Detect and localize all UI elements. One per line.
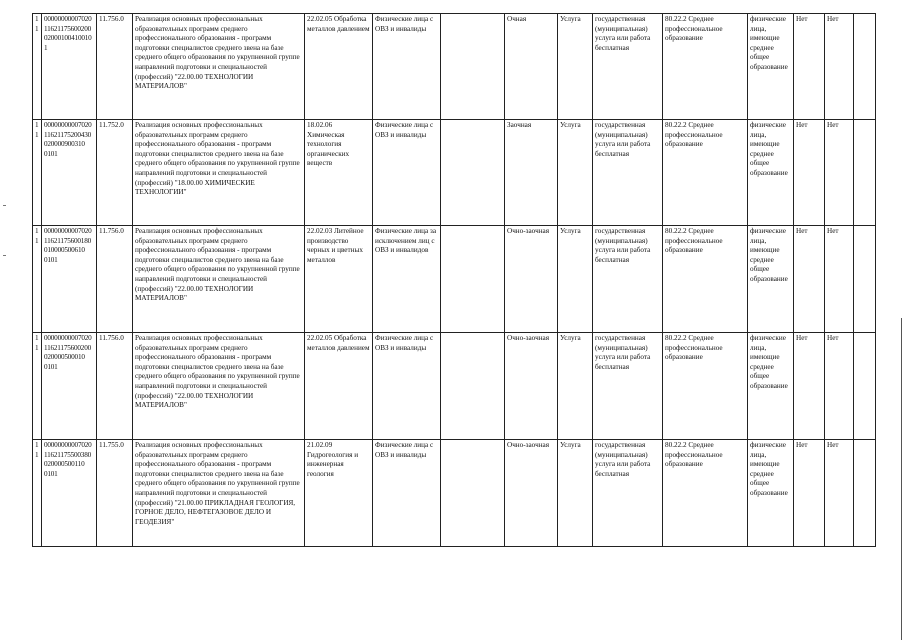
empty-cell xyxy=(854,333,876,440)
consumers: физические лица, имеющие среднее общее образование xyxy=(748,333,794,440)
scan-artifact xyxy=(3,205,6,206)
empty-cell xyxy=(854,226,876,333)
service-kind: государственная (муниципальная) услуга или работа бесплатная xyxy=(593,226,663,333)
registry-code: 0000000000702011621175200430020000900310 0101 xyxy=(42,120,97,226)
service-ratio: 11.752.0 xyxy=(97,120,133,226)
education-form: Очно-заочная xyxy=(505,333,558,440)
consumer-category: Физические лица с ОВЗ и инвалиды xyxy=(373,120,441,226)
consumer-category: Физические лица за исключением лиц с ОВЗ и инвалидов xyxy=(373,226,441,333)
row-number: 11 xyxy=(33,440,42,547)
flag-1: Нет xyxy=(794,440,825,547)
specialty: 18.02.06 Химическая технология органических веществ xyxy=(305,120,373,226)
consumers: физические лица, имеющие среднее общее образование xyxy=(748,440,794,547)
service-description: Реализация основных профессиональных образовательных программ среднего профессионального образования - программ подготовки специалистов среднего звена на базе среднего общего образования по укрупненной группе направлений подготовки и специальностей (профессий) "22.00.00 ТЕХНОЛОГИИ МАТЕРИАЛОВ" xyxy=(133,14,305,120)
consumers: физические лица, имеющие среднее общее образование xyxy=(748,14,794,120)
flag-2: Нет xyxy=(825,226,854,333)
row-number: 11 xyxy=(33,226,42,333)
scan-artifact xyxy=(3,255,6,256)
empty-cell xyxy=(854,120,876,226)
flag-1: Нет xyxy=(794,226,825,333)
okved-code: 80.22.2 Среднее профессиональное образование xyxy=(663,226,748,333)
empty-cell xyxy=(854,440,876,547)
consumer-category: Физические лица с ОВЗ и инвалиды xyxy=(373,333,441,440)
consumer-category: Физические лица с ОВЗ и инвалиды xyxy=(373,14,441,120)
specialty: 22.02.05 Обработка металлов давлением xyxy=(305,333,373,440)
service-kind: государственная (муниципальная) услуга или работа бесплатная xyxy=(593,120,663,226)
service-description: Реализация основных профессиональных образовательных программ среднего профессионального образования - программ подготовки специалистов среднего звена на базе среднего общего образования по укрупненной группе направлений подготовки и специальностей (профессий) "22.00.00 ТЕХНОЛОГИИ МАТЕРИАЛОВ" xyxy=(133,226,305,333)
row-number: 11 xyxy=(33,120,42,226)
empty-cell xyxy=(441,120,505,226)
specialty: 21.02.09 Гидрогеология и инженерная геология xyxy=(305,440,373,547)
flag-1: Нет xyxy=(794,120,825,226)
education-form: Очно-заочная xyxy=(505,226,558,333)
scan-edge-line xyxy=(901,318,902,640)
table-row xyxy=(33,440,876,547)
registry-code: 0000000000702011621175600180010000500610 0101 xyxy=(42,226,97,333)
empty-cell xyxy=(441,14,505,120)
empty-cell xyxy=(441,226,505,333)
service-kind: государственная (муниципальная) услуга или работа бесплатная xyxy=(593,333,663,440)
table-row xyxy=(33,226,876,333)
row-number: 11 xyxy=(33,333,42,440)
education-form: Заочная xyxy=(505,120,558,226)
service-description: Реализация основных профессиональных образовательных программ среднего профессионального образования - программ подготовки специалистов среднего звена на базе среднего общего образования по укрупненной группе направлений подготовки и специальностей (профессий) "18.00.00 ХИМИЧЕСКИЕ ТЕХНОЛОГИИ" xyxy=(133,120,305,226)
registry-code: 0000000000702011621175500380020000500110 0101 xyxy=(42,440,97,547)
service-ratio: 11.756.0 xyxy=(97,333,133,440)
table-row xyxy=(33,333,876,440)
education-form: Очная xyxy=(505,14,558,120)
service-ratio: 11.755.0 xyxy=(97,440,133,547)
empty-cell xyxy=(441,333,505,440)
education-form: Очно-заочная xyxy=(505,440,558,547)
flag-2: Нет xyxy=(825,120,854,226)
service-type: Услуга xyxy=(558,120,593,226)
service-description: Реализация основных профессиональных образовательных программ среднего профессионального образования - программ подготовки специалистов среднего звена на базе среднего общего образования по укрупненной группе направлений подготовки и специальностей (профессий) "21.00.00 ПРИКЛАДНАЯ ГЕОЛОГИЯ, ГОРНОЕ ДЕЛО, НЕФТЕГАЗОВОЕ ДЕЛО И ГЕОДЕЗИЯ" xyxy=(133,440,305,547)
services-table xyxy=(32,13,876,547)
service-ratio: 11.756.0 xyxy=(97,14,133,120)
registry-code: 0000000000702011621175600200020000500010 0101 xyxy=(42,333,97,440)
consumer-category: Физические лица с ОВЗ и инвалиды xyxy=(373,440,441,547)
empty-cell xyxy=(441,440,505,547)
registry-code: 0000000000702011621175600200020001004100101 xyxy=(42,14,97,120)
service-description: Реализация основных профессиональных образовательных программ среднего профессионального образования - программ подготовки специалистов среднего звена на базе среднего общего образования по укрупненной группе направлений подготовки и специальностей (профессий) "22.00.00 ТЕХНОЛОГИИ МАТЕРИАЛОВ" xyxy=(133,333,305,440)
specialty: 22.02.05 Обработка металлов давлением xyxy=(305,14,373,120)
flag-1: Нет xyxy=(794,333,825,440)
flag-2: Нет xyxy=(825,14,854,120)
okved-code: 80.22.2 Среднее профессиональное образование xyxy=(663,14,748,120)
row-number: 11 xyxy=(33,14,42,120)
okved-code: 80.22.2 Среднее профессиональное образование xyxy=(663,333,748,440)
empty-cell xyxy=(854,14,876,120)
table-row xyxy=(33,120,876,226)
flag-2: Нет xyxy=(825,440,854,547)
service-type: Услуга xyxy=(558,14,593,120)
flag-1: Нет xyxy=(794,14,825,120)
okved-code: 80.22.2 Среднее профессиональное образование xyxy=(663,440,748,547)
specialty: 22.02.03 Литейное производство черных и цветных металлов xyxy=(305,226,373,333)
consumers: физические лица, имеющие среднее общее образование xyxy=(748,120,794,226)
consumers: физические лица, имеющие среднее общее образование xyxy=(748,226,794,333)
service-ratio: 11.756.0 xyxy=(97,226,133,333)
service-kind: государственная (муниципальная) услуга или работа бесплатная xyxy=(593,14,663,120)
okved-code: 80.22.2 Среднее профессиональное образование xyxy=(663,120,748,226)
service-type: Услуга xyxy=(558,333,593,440)
service-kind: государственная (муниципальная) услуга или работа бесплатная xyxy=(593,440,663,547)
service-type: Услуга xyxy=(558,226,593,333)
flag-2: Нет xyxy=(825,333,854,440)
service-type: Услуга xyxy=(558,440,593,547)
table-row xyxy=(33,14,876,120)
